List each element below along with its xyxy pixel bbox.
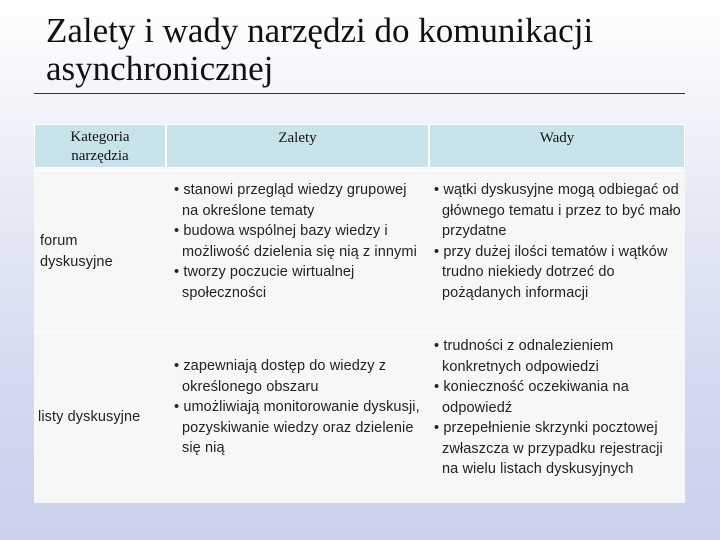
header-category bbox=[34, 124, 166, 168]
list-item: • przy dużej ilości tematów i wątków trudno niekiedy dotrzeć do pożądanych informacji bbox=[434, 242, 681, 304]
header-category-line1: Kategoria bbox=[70, 129, 130, 145]
list-item: • budowa wspólnej bazy wiedzy i możliwość dzielenia się nią z innymi bbox=[174, 221, 424, 262]
title-underline bbox=[34, 93, 685, 94]
row-divider bbox=[34, 170, 685, 171]
row-forum-category-line1: forum bbox=[40, 233, 78, 249]
row-lists-category bbox=[38, 407, 170, 428]
row-forum-pros bbox=[174, 180, 424, 303]
row-forum-cons bbox=[434, 180, 681, 303]
list-item: • tworzy poczucie wirtualnej społeczności bbox=[174, 262, 424, 303]
header-category-line2: narzędzia bbox=[71, 148, 129, 164]
list-item: • zapewniają dostęp do wiedzy z określonego obszaru bbox=[174, 356, 426, 397]
list-item: • konieczność oczekiwania na odpowiedź bbox=[434, 377, 681, 418]
comparison-table bbox=[34, 124, 685, 503]
slide-title: Zalety i wady narzędzi do komunikacji asynchronicznej bbox=[46, 11, 594, 88]
row-divider bbox=[34, 332, 685, 333]
row-forum-category-line2: dyskusyjne bbox=[40, 253, 113, 270]
row-lists-category-line1: listy dyskusyjne bbox=[38, 409, 141, 425]
list-item: • umożliwiają monitorowanie dyskusji, pozyskiwanie wiedzy oraz dzielenie się nią bbox=[174, 397, 426, 459]
list-item: • stanowi przegląd wiedzy grupowej na określone tematy bbox=[174, 180, 424, 221]
row-lists-pros bbox=[174, 356, 426, 459]
header-pros-label: Zalety bbox=[278, 130, 317, 146]
header-pros bbox=[166, 124, 429, 168]
list-item: • wątki dyskusyjne mogą odbiegać od głównego tematu i przez to być mało przydatne bbox=[434, 180, 681, 242]
list-item: • przepełnienie skrzynki pocztowej zwłaszcza w przypadku rejestracji na wielu listach dyskusyjnych bbox=[434, 418, 681, 480]
list-item: • trudności z odnalezieniem konkretnych odpowiedzi bbox=[434, 336, 681, 377]
row-forum-category bbox=[40, 231, 160, 272]
header-cons-label: Wady bbox=[539, 130, 575, 146]
row-lists-cons bbox=[434, 336, 681, 480]
header-cons bbox=[429, 124, 685, 168]
